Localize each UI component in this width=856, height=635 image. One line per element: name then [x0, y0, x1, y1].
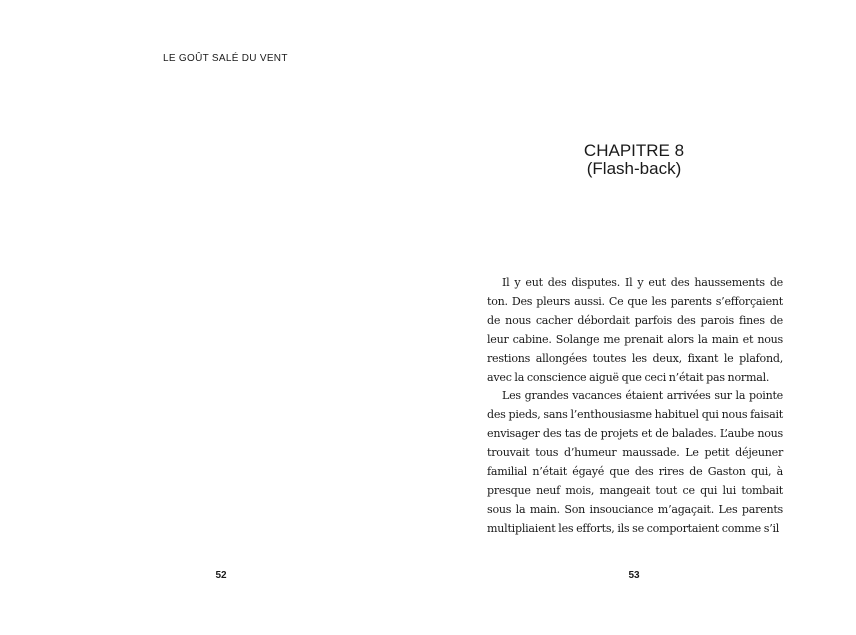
paragraph: Les grandes vacances étaient arrivées sur la pointe des pieds, sans l’enthousiasme habituel qui nous faisait envisager des tas de projets et de balades. L’aube nous trouvait tous d’humeur maussade. Le petit déjeuner familial n’était égayé que des rires de Gaston qui, à presque neuf mois, mangeait tout ce qui lui tombait sous la main. Son insouciance m’agaçait. Les parents multipliaient les efforts, ils se comportaient comme s’il — [487, 389, 783, 535]
running-head: LE GOÛT SALÉ DU VENT — [163, 53, 288, 64]
chapter-heading — [428, 142, 840, 178]
page-number-right: 53 — [628, 570, 640, 581]
chapter-title: CHAPITRE 8 — [583, 141, 685, 160]
paragraph: Il y eut des disputes. Il y eut des haussements de ton. Des pleurs aussi. Ce que les parents s’efforçaient de nous cacher débordait parfois des parois fines de leur cabine. Solange me prenait alors la main et nous restions allongées toutes les deux, fixant le plafond, avec la conscience aiguë que ceci n’était pas normal. — [487, 276, 783, 384]
body-text — [487, 274, 783, 539]
right-page — [428, 0, 856, 635]
page-number-left: 52 — [215, 570, 227, 581]
chapter-subtitle: (Flash-back) — [586, 159, 682, 178]
